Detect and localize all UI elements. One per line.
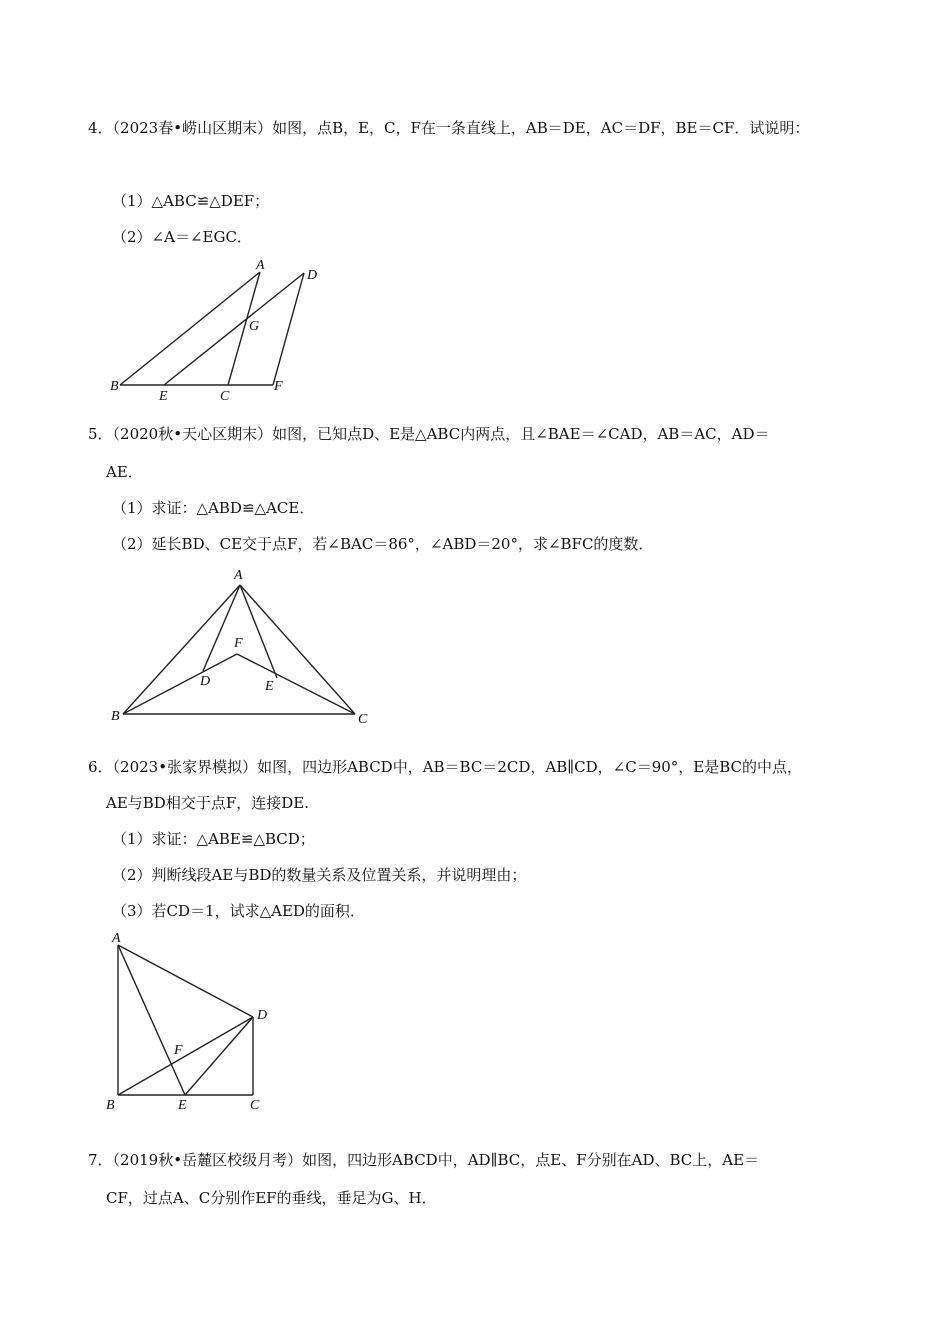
label-b: B <box>106 1098 115 1113</box>
segment-bf <box>123 654 237 714</box>
problem-5-stem: 5．（2020秋•天心区期末）如图，已知点D、E是△ABC内两点，且∠BAE＝∠CAD，AB＝AC，AD＝ <box>88 425 770 443</box>
problem-4-part-1: （1）△ABC≌△DEF； <box>112 192 270 210</box>
segment-ac <box>240 585 355 714</box>
problem-5-stem-continued: AE． <box>106 463 143 481</box>
label-a: A <box>234 568 243 583</box>
label-d: D <box>200 674 211 689</box>
segment-ab <box>120 272 260 385</box>
label-c: C <box>220 389 230 404</box>
label-b: B <box>111 709 120 724</box>
label-g: G <box>249 319 260 334</box>
segment-fc <box>237 654 355 714</box>
segment-de <box>185 1017 253 1095</box>
label-a: A <box>256 258 265 273</box>
label-e: E <box>265 679 274 694</box>
label-b: B <box>110 379 119 394</box>
segment-ae <box>118 945 185 1095</box>
problem-6-part-2: （2）判断线段AE与BD的数量关系及位置关系，并说明理由； <box>112 866 527 884</box>
problem-7-stem: 7．（2019秋•岳麓区校级月考）如图，四边形ABCD中，AD∥BC，点E、F分别在AD、BC上，AE＝ <box>88 1151 760 1169</box>
label-d: D <box>307 268 318 283</box>
problem-4-part-2: （2）∠A＝∠EGC． <box>112 228 252 246</box>
segment-de <box>164 273 304 385</box>
label-f: F <box>274 379 283 394</box>
segment-ae <box>240 585 277 678</box>
label-e: E <box>159 389 168 404</box>
segment-ad <box>203 585 240 671</box>
label-c: C <box>250 1098 260 1113</box>
problem-6-part-1: （1）求证：△ABE≌△BCD； <box>112 830 315 848</box>
label-f: F <box>174 1043 183 1058</box>
segment-ab <box>123 585 240 714</box>
label-e: E <box>178 1098 187 1113</box>
label-a: A <box>112 931 121 946</box>
problem-6-stem-continued: AE与BD相交于点F，连接DE. <box>106 794 309 812</box>
problem-5-part-2: （2）延长BD、CE交于点F，若∠BAC＝86°，∠ABD＝20°，求∠BFC的度数． <box>112 535 654 553</box>
segment-df <box>273 273 304 385</box>
problem-6-stem: 6．（2023•张家界模拟）如图，四边形ABCD中，AB＝BC＝2CD，AB∥CD，∠C＝90°，E是BC的中点， <box>88 758 803 776</box>
problem-6-part-3: （3）若CD＝1，试求△AED的面积． <box>112 902 365 920</box>
problem-5-figure <box>105 563 385 733</box>
label-d: D <box>257 1008 268 1023</box>
segment-bd <box>118 1017 253 1095</box>
problem-4-stem: 4．（2023春•崂山区期末）如图，点B，E，C，F在一条直线上，AB＝DE，AC＝DF，BE＝CF．试说明： <box>88 119 810 137</box>
problem-5-part-1: （1）求证：△ABD≌△ACE． <box>112 499 315 517</box>
label-c: C <box>358 712 368 727</box>
problem-6-figure <box>100 925 300 1120</box>
label-f: F <box>234 636 243 651</box>
problem-7-stem-continued: CF，过点A、C分别作EF的垂线，垂足为G、H． <box>106 1189 437 1207</box>
segment-ad <box>118 945 253 1017</box>
problem-4-figure <box>100 255 340 405</box>
